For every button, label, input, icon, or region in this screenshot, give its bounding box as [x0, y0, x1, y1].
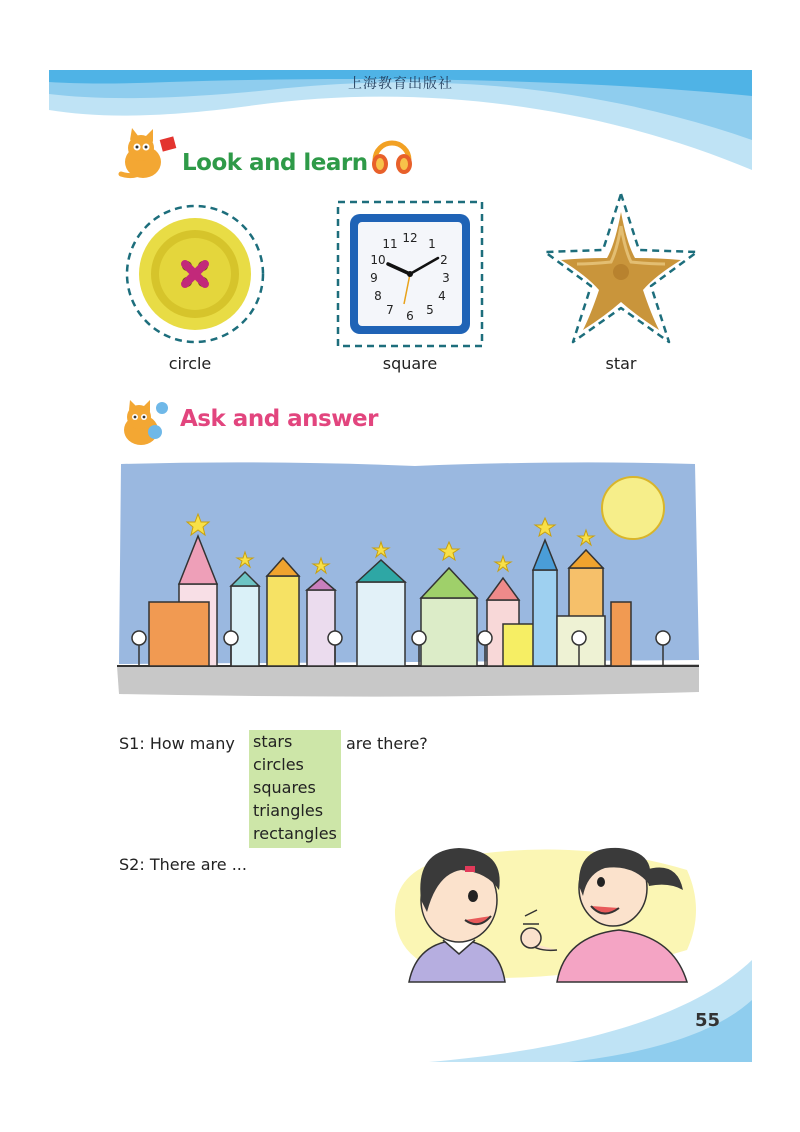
cat-reading-icon — [117, 128, 183, 184]
caption-star: star — [605, 354, 637, 373]
caption-square: square — [382, 354, 438, 373]
clock-number-5: 5 — [426, 303, 434, 317]
textbook-page — [49, 70, 752, 1062]
clock-number-7: 7 — [386, 303, 394, 317]
publisher-name: 上海教育出版社 — [348, 76, 453, 92]
clock-number-3: 3 — [442, 271, 450, 285]
page-number: 55 — [695, 1010, 721, 1031]
caption-circle: circle — [168, 354, 212, 373]
clock-number-11: 11 — [382, 237, 398, 251]
clock-number-10: 10 — [370, 253, 386, 267]
option-circles: circles — [253, 755, 304, 774]
cat-thinking-icon — [117, 400, 181, 448]
city-scene-illustration — [115, 460, 701, 700]
option-triangles: triangles — [253, 801, 324, 820]
clock-number-12: 12 — [402, 231, 418, 245]
option-squares: squares — [253, 778, 316, 797]
clock-number-4: 4 — [438, 289, 446, 303]
option-rectangles: rectangles — [253, 824, 337, 843]
s1-question-prefix: S1: How many — [119, 734, 235, 753]
s1-question-suffix: are there? — [346, 734, 428, 753]
s2-answer-prompt: S2: There are ... — [119, 855, 247, 874]
look-and-learn-heading: Look and learn — [182, 150, 368, 176]
headphones-icon — [367, 136, 417, 178]
clock-number-1: 1 — [428, 237, 436, 251]
starfish-icon — [539, 190, 703, 354]
footer-wave — [49, 940, 752, 1062]
clock-icon — [336, 200, 484, 348]
clock-number-8: 8 — [374, 289, 382, 303]
word-options-box — [249, 730, 341, 848]
ask-and-answer-heading: Ask and answer — [180, 406, 378, 432]
clock-number-9: 9 — [370, 271, 378, 285]
clock-number-2: 2 — [440, 253, 448, 267]
option-stars: stars — [253, 732, 293, 751]
clock-number-6: 6 — [406, 309, 414, 323]
button-icon — [123, 202, 267, 346]
